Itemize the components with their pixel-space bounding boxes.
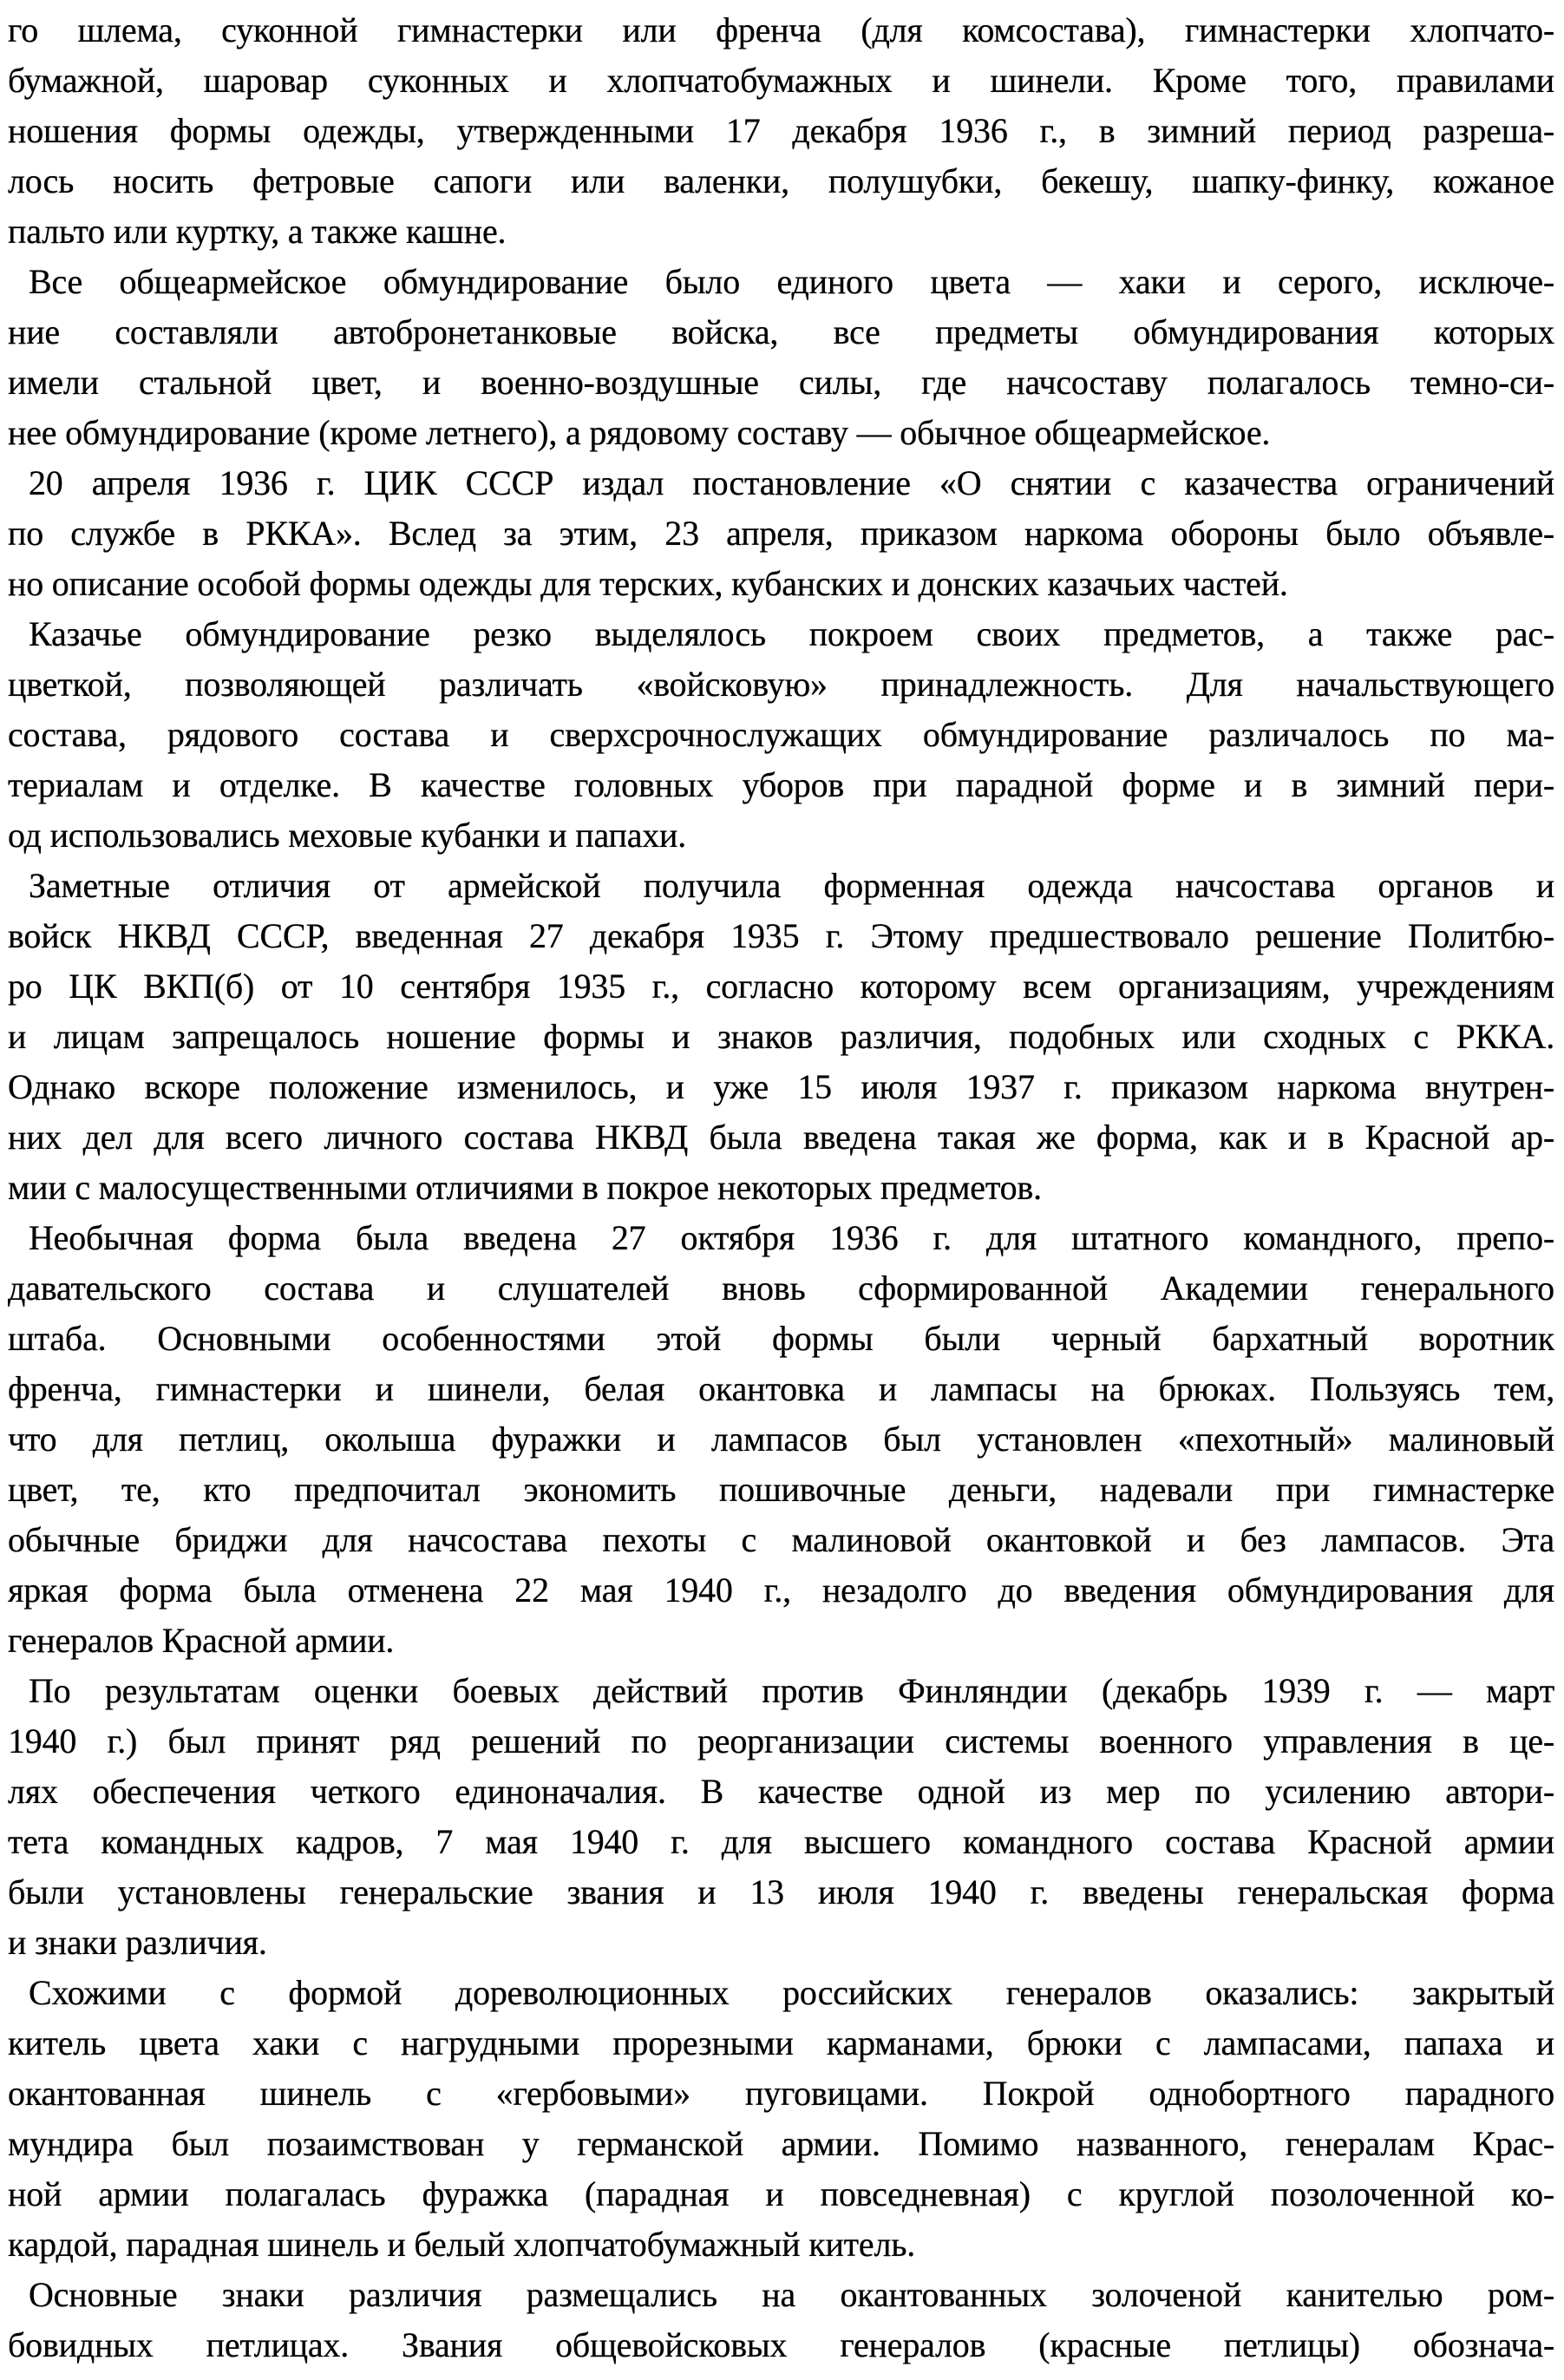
text-line: бумажной, шаровар суконных и хлопчатобумажных и шинели. Кроме того, правилами: [8, 61, 1554, 100]
text-line: пальто или куртку, а также кашне.: [8, 212, 507, 251]
text-line: яркая форма была отменена 22 мая 1940 г., незадолго до введения обмундирования для: [8, 1570, 1554, 1610]
text-line: обычные бриджи для начсостава пехоты с малиновой окантовкой и без лампасов. Эта: [8, 1520, 1554, 1559]
text-line: давательского состава и слушателей вновь сформированной Академии генерального: [8, 1269, 1554, 1308]
text-line: но описание особой формы одежды для терских, кубанских и донских казачьих частей.: [8, 564, 1288, 603]
text-line: Все общеармейское обмундирование было единого цвета — хаки и серого, исключе-: [29, 262, 1554, 301]
text-line: ной армии полагалась фуражка (парадная и повседневная) с круглой позолоченной ко-: [8, 2174, 1554, 2213]
text-line: 20 апреля 1936 г. ЦИК СССР издал постановление «О снятии с казачества ограничений: [29, 463, 1554, 502]
text-line: Казачье обмундирование резко выделялось покроем своих предметов, а также рас-: [29, 614, 1554, 653]
text-line: и лицам запрещалось ношение формы и знаков различия, подобных или сходных с РККА.: [8, 1017, 1554, 1056]
text-line: войск НКВД СССР, введенная 27 декабря 1935 г. Этому предшествовало решение Политбю-: [8, 916, 1554, 955]
text-line: го шлема, суконной гимнастерки или френча (для комсостава), гимнастерки хлопчато-: [8, 10, 1554, 49]
text-line: окантованная шинель с «гербовыми» пуговицами. Покрой однобортного парадного: [8, 2074, 1554, 2113]
text-line: ношения формы одежды, утвержденными 17 декабря 1936 г., в зимний период разреша-: [8, 111, 1554, 150]
text-line: тета командных кадров, 7 мая 1940 г. для высшего командного состава Красной армии: [8, 1822, 1554, 1861]
text-line: териалам и отделке. В качестве головных уборов при парадной форме и в зимний пери-: [8, 765, 1554, 804]
text-line: штаба. Основными особенностями этой формы были черный бархатный воротник: [8, 1319, 1554, 1358]
text-line: китель цвета хаки с нагрудными прорезными карманами, брюки с лампасами, папаха и: [8, 2023, 1554, 2062]
text-line: цвет, те, кто предпочитал экономить пошивочные деньги, надевали при гимнастерке: [8, 1470, 1554, 1509]
text-line: них дел для всего личного состава НКВД была введена такая же форма, как и в Красной ар-: [8, 1118, 1554, 1157]
text-line: ние составляли автобронетанковые войска, все предметы обмундирования которых: [8, 312, 1554, 351]
text-line: мии с малосущественными отличиями в покрое некоторых предметов.: [8, 1168, 1042, 1207]
text-line: бовидных петлицах. Звания общевойсковых генералов (красные петлицы) обознача-: [8, 2325, 1554, 2364]
text-line: 1940 г.) был принят ряд решений по реорганизации системы военного управления в це-: [8, 1721, 1554, 1760]
text-line: ро ЦК ВКП(б) от 10 сентября 1935 г., согласно которому всем организациям, учреждениям: [8, 967, 1554, 1006]
text-line: что для петлиц, околыша фуражки и лампасов был установлен «пехотный» малиновый: [8, 1419, 1554, 1459]
text-line: состава, рядового состава и сверхсрочнослужащих обмундирование различалось по ма-: [8, 715, 1554, 754]
text-line: мундира был позаимствован у германской армии. Помимо названного, генералам Крас-: [8, 2124, 1554, 2163]
text-line: нее обмундирование (кроме летнего), а рядовому составу — обычное общеармейское.: [8, 413, 1271, 452]
text-line: Однако вскоре положение изменилось, и уже 15 июля 1937 г. приказом наркома внутрен-: [8, 1067, 1554, 1106]
page-text: [8, 5, 1554, 2370]
text-line: Заметные отличия от армейской получила форменная одежда начсостава органов и: [29, 866, 1554, 905]
text-line: Основные знаки различия размещались на окантованных золоченой канителью ром-: [29, 2275, 1554, 2314]
text-line: были установлены генеральские звания и 13 июля 1940 г. введены генеральская форма: [8, 1872, 1554, 1911]
text-line: По результатам оценки боевых действий против Финляндии (декабрь 1939 г. — март: [29, 1671, 1554, 1710]
text-line: имели стальной цвет, и военно-воздушные силы, где начсоставу полагалось темно-си-: [8, 363, 1554, 402]
text-line: генералов Красной армии.: [8, 1621, 395, 1660]
text-line: Необычная форма была введена 27 октября 1936 г. для штатного командного, препо-: [29, 1218, 1554, 1257]
text-line: по службе в РККА». Вслед за этим, 23 апреля, приказом наркома обороны было объявле-: [8, 514, 1554, 553]
text-line: лось носить фетровые сапоги или валенки, полушубки, бекешу, шапку-финку, кожаное: [8, 161, 1554, 200]
text-line: френча, гимнастерки и шинели, белая окантовка и лампасы на брюках. Пользуясь тем,: [8, 1369, 1554, 1408]
text-line: кардой, парадная шинель и белый хлопчатобумажный китель.: [8, 2225, 916, 2264]
text-line: цветкой, позволяющей различать «войсковую» принадлежность. Для начальствующего: [8, 665, 1554, 704]
text-line: лях обеспечения четкого единоначалия. В качестве одной из мер по усилению автори-: [8, 1772, 1554, 1811]
text-line: од использовались меховые кубанки и папахи.: [8, 816, 687, 855]
text-line: и знаки различия.: [8, 1923, 267, 1962]
text-line: Схожими с формой дореволюционных российских генералов оказались: закрытый: [29, 1973, 1554, 2012]
